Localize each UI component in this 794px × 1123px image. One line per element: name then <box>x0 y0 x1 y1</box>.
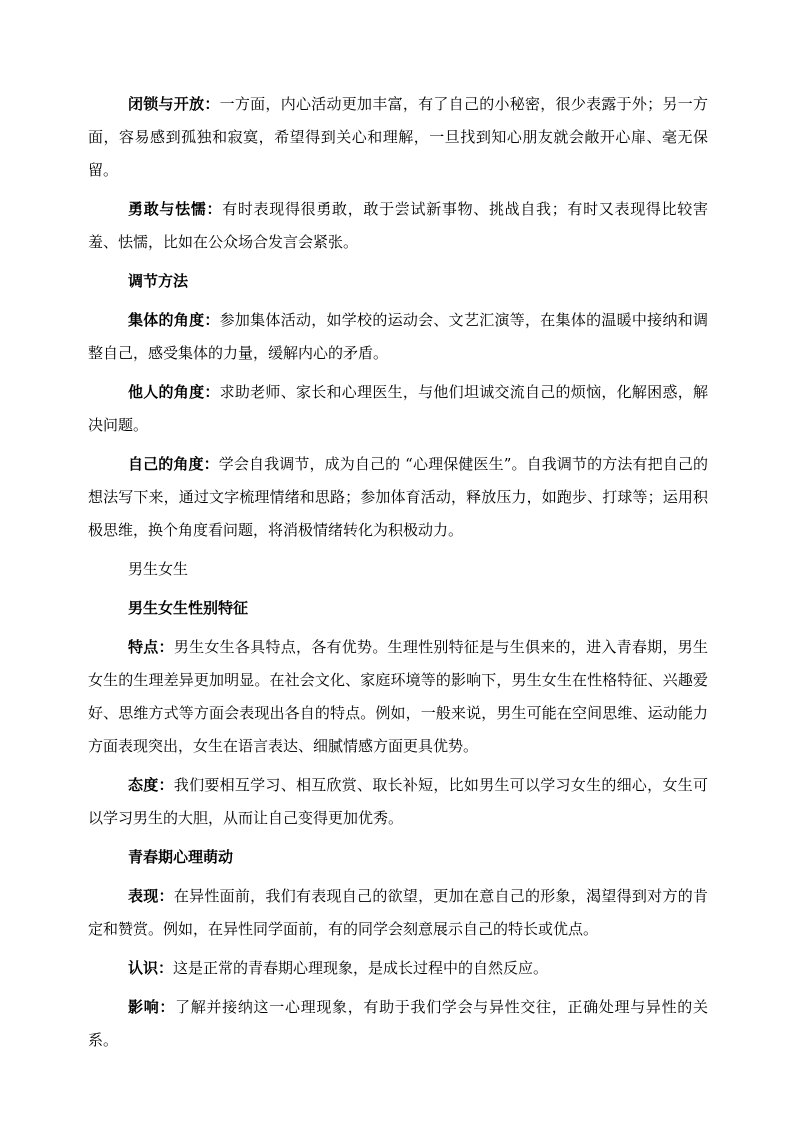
section-heading-adjust-methods: 调节方法 <box>128 272 189 290</box>
paragraph-recognition <box>88 952 708 985</box>
section-heading-adolescent-feelings: 青春期心理萌动 <box>128 848 234 866</box>
paragraph-text: 一方面，内心活动更加丰富，有了自己的小秘密，很少表露于外；另一方面，容易感到孤独和寂寞，希望得到关心和理解，一旦找到知心朋友就会敞开心扉、毫无保留。 <box>88 95 708 179</box>
paragraph-text: 参加集体活动，如学校的运动会、文艺汇演等，在集体的温暖中接纳和调整自己，感受集体的力量，缓解内心的矛盾。 <box>88 311 708 362</box>
paragraph-text: 这是正常的青春期心理现象，是成长过程中的自然反应。 <box>173 959 549 977</box>
term-label: 认识： <box>128 959 174 977</box>
paragraph-influence <box>88 991 708 1057</box>
paragraph-text: 在异性面前，我们有表现自己的欲望，更加在意自己的形象，渴望得到对方的肯定和赞赏。例如，在异性同学面前，有的同学会刻意展示自己的特长或优点。 <box>88 887 708 938</box>
term-label: 集体的角度： <box>128 311 220 329</box>
paragraph-attitude <box>88 769 708 835</box>
paragraph-text: 有时表现得很勇敢，敢于尝试新事物、挑战自我；有时又表现得比较害羞、怯懦，比如在公众场合发言会紧张。 <box>88 200 708 251</box>
section-title-boys-girls: 男生女生 <box>128 560 189 578</box>
paragraph-brave-timid <box>88 193 708 259</box>
term-label: 特点： <box>128 638 174 656</box>
paragraph-closed-open <box>88 88 708 187</box>
paragraph-text: 学会自我调节，成为自己的 “心理保健医生”。自我调节的方法有把自己的想法写下来，通过文字梳理情绪和思路；参加体育活动，释放压力，如跑步、打球等；运用积极思维，换个角度看问题，将消极情绪转化为积极动力。 <box>88 455 708 539</box>
paragraph-text: 男生女生各具特点，各有优势。生理性别特征是与生俱来的，进入青春期，男生女生的生理差异更加明显。在社会文化、家庭环境等的影响下，男生女生在性格特征、兴趣爱好、思维方式等方面会表现出各自的特点。例如，一般来说，男生可能在空间思维、运动能力方面表现突出，女生在语言表达、细腻情感方面更具优势。 <box>88 638 708 755</box>
paragraph-text: 了解并接纳这一心理现象，有助于我们学会与异性交往，正确处理与异性的关系。 <box>88 998 708 1049</box>
paragraph-traits <box>88 631 708 763</box>
term-label: 自己的角度： <box>128 455 219 473</box>
paragraph-self-angle <box>88 448 708 547</box>
section-heading-gender-traits: 男生女生性别特征 <box>128 599 249 617</box>
term-label: 闭锁与开放： <box>128 95 220 113</box>
document-body <box>88 88 708 1057</box>
term-label: 态度： <box>128 776 174 794</box>
paragraph-others-angle <box>88 376 708 442</box>
term-label: 表现： <box>128 887 174 905</box>
paragraph-collective-angle <box>88 304 708 370</box>
term-label: 勇敢与怯懦： <box>128 200 223 218</box>
paragraph-text: 求助老师、家长和心理医生，与他们坦诚交流自己的烦恼，化解困惑，解决问题。 <box>88 383 708 434</box>
term-label: 他人的角度： <box>128 383 220 401</box>
paragraph-text: 我们要相互学习、相互欣赏、取长补短，比如男生可以学习女生的细心，女生可以学习男生的大胆，从而让自己变得更加优秀。 <box>88 776 708 827</box>
term-label: 影响： <box>128 998 176 1016</box>
paragraph-performance <box>88 880 708 946</box>
